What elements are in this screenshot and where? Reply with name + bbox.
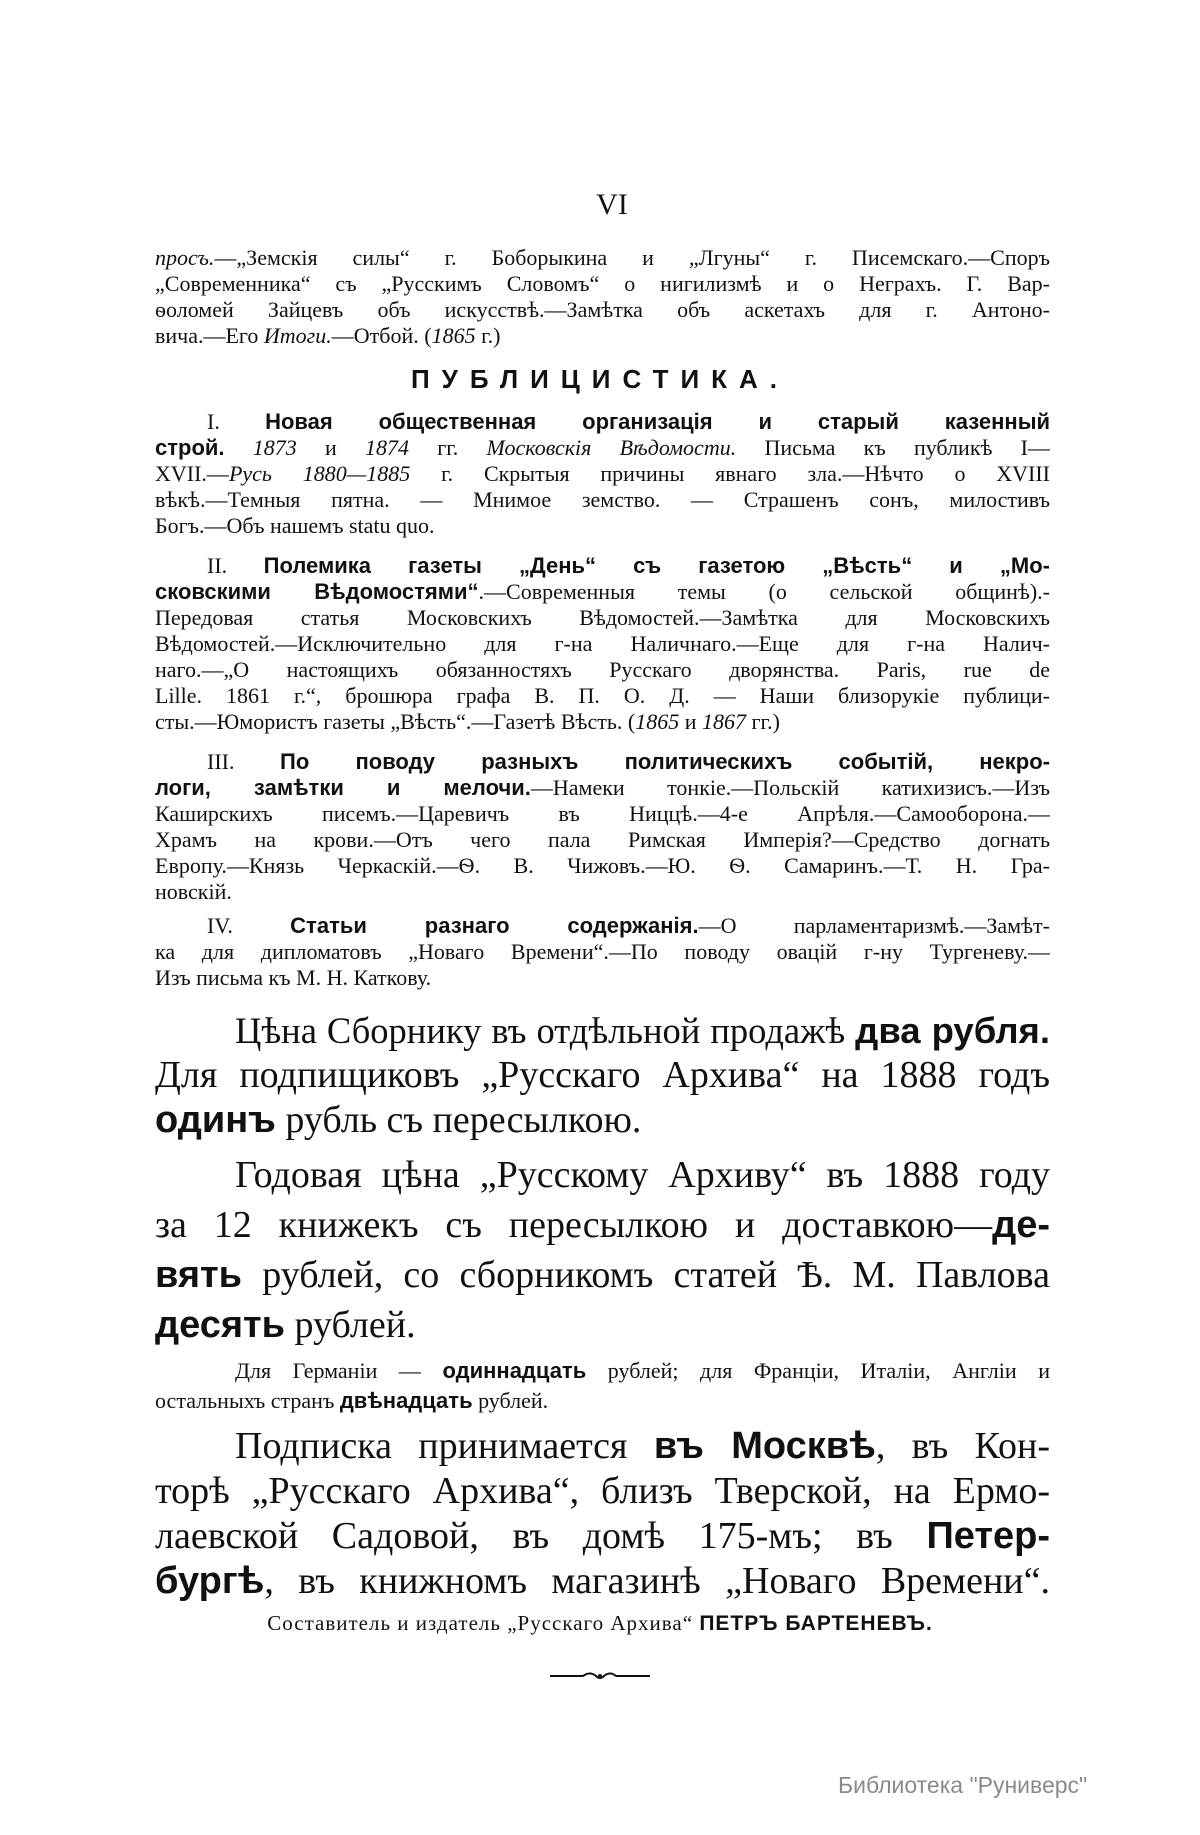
text-segment: новскій. [155, 879, 232, 904]
italic-text: Русь 1880—1885 [228, 461, 411, 486]
text-line [155, 631, 1050, 657]
bold-text: въ Москвѣ [653, 1425, 876, 1467]
bold-text: Статьи разнаго содержанія. [290, 913, 699, 938]
text-segment: Цѣна Сборнику въ отдѣльной продажѣ [235, 1010, 856, 1051]
text-segment: —Отбой. ( [331, 323, 432, 348]
italic-text: просъ. [155, 245, 215, 270]
text-segment: гг. [408, 435, 487, 460]
bold-text: двѣнадцать [339, 1388, 473, 1413]
bold-text: десять [155, 1304, 286, 1346]
text-segment: вѣкѣ.—Темныя пятна. — Мнимое земство. — Страшенъ сонъ, милостивъ [155, 487, 1050, 512]
text-segment: Вѣдомостей.—Исключительно для г-на Наличнаго.—Еще для г-на Налич- [155, 631, 1050, 656]
bold-text: сковскими Вѣдомостями“ [155, 579, 479, 604]
text-segment: ѳоломей Зайцевъ объ искусствѣ.—Замѣтка объ аскетахъ для г. Антоно- [155, 297, 1050, 322]
text-segment: и [296, 435, 365, 460]
text-segment: рубль съ пересылкою. [275, 1099, 642, 1141]
text-segment: Письма къ публикѣ I— [736, 435, 1050, 460]
text-segment: Для подпищиковъ „Русскаго Архива“ на 1888 годъ [155, 1054, 1050, 1096]
italic-text: 1873 [252, 435, 297, 460]
bold-text: Полемика газеты „День“ съ газетою „Вѣсть“ и „Мо- [263, 553, 1050, 578]
bold-text: строй. [155, 435, 225, 460]
text-line [155, 827, 1050, 853]
text-line [155, 461, 1050, 487]
text-segment: вича.—Его [155, 323, 264, 348]
text-segment: —О парламентаризмѣ.—Замѣт- [698, 913, 1050, 938]
text-line [155, 853, 1050, 879]
text-segment: Подписка принимается [235, 1425, 654, 1467]
italic-text: Итоги. [263, 323, 332, 348]
text-segment: Европу.—Князь Черкаскій.—Ѳ. В. Чижовъ.—Ю. Ѳ. Самаринъ.—Т. Н. Гра- [155, 853, 1050, 878]
text-line [155, 1559, 1050, 1604]
text-line [155, 1098, 1050, 1143]
text-line [155, 1424, 1050, 1469]
section-1-paragraph [155, 409, 1050, 539]
text-segment: Храмъ на крови.—Отъ чего пала Римская Имперія?—Средство догнать [155, 827, 1050, 852]
section-3-paragraph [155, 749, 1050, 905]
text-segment: гг.) [746, 709, 780, 734]
text-segment: Lille. 1861 г.“, брошюра графа В. П. О. Д. — Наши близорукіе публици- [155, 683, 1050, 708]
section-4-paragraph [155, 913, 1050, 991]
text-segment: ка для дипломатовъ „Новаго Времени“.—По поводу овацій г-ну Тургеневу.— [155, 939, 1050, 964]
text-line [155, 553, 1050, 579]
bold-text: логи, замѣтки и мелочи. [155, 775, 531, 800]
composer-line [0, 1610, 1200, 1637]
text-line [155, 579, 1050, 605]
text-segment: рублей. [472, 1388, 549, 1413]
text-line [155, 965, 1050, 991]
text-segment: —Намеки тонкіе.—Польскій катихизисъ.—Изъ [530, 775, 1050, 800]
section-2-paragraph [155, 553, 1050, 735]
text-line [155, 1514, 1050, 1559]
text-line [155, 513, 1050, 539]
bold-text: де- [992, 1204, 1050, 1246]
text-segment: остальныхъ странъ [155, 1388, 340, 1413]
bold-text: два рубля. [855, 1010, 1050, 1051]
bold-text: По поводу разныхъ политическихъ событій, некро- [280, 749, 1050, 774]
text-segment: г.) [475, 323, 501, 348]
text-line [155, 939, 1050, 965]
text-segment: „Современника“ съ „Русскимъ Словомъ“ о нигилизмѣ и о Неграхъ. Г. Вар- [155, 271, 1050, 296]
text-segment: рублей, со сборникомъ статей Ѣ. М. Павлова [242, 1254, 1050, 1296]
italic-text: 1865 [431, 323, 476, 348]
text-segment: за 12 книжекъ съ пересылкою и доставкою— [155, 1204, 993, 1246]
text-line [155, 605, 1050, 631]
text-segment: XVII.— [155, 461, 229, 486]
text-line [155, 1008, 1050, 1053]
italic-text: 1874 [364, 435, 409, 460]
text-segment: IV. [207, 913, 291, 938]
text-line [155, 1469, 1050, 1514]
text-line [155, 1356, 1050, 1386]
text-line [155, 323, 1050, 349]
italic-text: 1867 [702, 709, 747, 734]
price-paragraph [155, 1008, 1050, 1143]
text-segment: I. [207, 409, 266, 434]
text-segment: , въ Кон- [875, 1425, 1050, 1467]
bold-text: Новая общественная организація и старый казенный [265, 409, 1050, 434]
bold-text: одинъ [155, 1099, 276, 1141]
ornament-divider [548, 1668, 652, 1684]
text-line [155, 1200, 1050, 1250]
continuation-paragraph [155, 245, 1050, 349]
text-line [155, 657, 1050, 683]
text-line [155, 1250, 1050, 1300]
text-segment: Для Германіи — [235, 1358, 443, 1383]
page-number: VI [596, 188, 628, 221]
text-line [155, 1053, 1050, 1098]
text-segment: Каширскихъ писемъ.—Царевичъ въ Ниццѣ.—4-е Апрѣля.—Самооборона.— [155, 801, 1050, 826]
text-segment: и [679, 709, 703, 734]
text-segment: Богъ.—Объ нашемъ statu quo. [155, 513, 435, 538]
italic-text: 1865 [635, 709, 680, 734]
section-heading: ПУБЛИЦИСТИКА. [410, 364, 790, 394]
text-line [155, 913, 1050, 939]
text-segment: наго.—„О настоящихъ обязанностяхъ Русскаго дворянства. Paris, rue de [155, 657, 1050, 682]
text-segment: рублей; для Франціи, Италіи, Англіи и [586, 1358, 1050, 1383]
text-line [155, 749, 1050, 775]
text-line [155, 1150, 1050, 1200]
text-line [155, 487, 1050, 513]
text-line [155, 879, 1050, 905]
bold-text: бургѣ [155, 1560, 265, 1602]
text-segment: II. [207, 553, 264, 578]
text-segment: сты.—Юмористъ газеты „Вѣсть“.—Газетѣ Вѣсть. ( [155, 709, 636, 734]
text-line [155, 801, 1050, 827]
bold-text: одиннадцать [442, 1358, 587, 1383]
text-line [155, 775, 1050, 801]
library-watermark: Библиотека "Руниверс" [838, 1772, 1088, 1798]
italic-text: Московскія Вѣдомости. [486, 435, 737, 460]
annual-price-paragraph [155, 1150, 1050, 1350]
text-segment: —„Земскія силы“ г. Боборыкина и „Лгуны“ г. Писемскаго.—Споръ [214, 245, 1050, 270]
foreign-price-paragraph [155, 1356, 1050, 1416]
text-segment: торѣ „Русскаго Архива“, близъ Тверской, на Ермо- [155, 1470, 1050, 1512]
bold-text: вять [155, 1254, 243, 1296]
text-segment: Изъ письма къ М. Н. Каткову. [155, 965, 432, 990]
text-line [155, 1300, 1050, 1350]
text-segment: г. Скрытыя причины явнаго зла.—Нѣчто о XVIII [410, 461, 1050, 486]
text-segment [225, 435, 253, 460]
composer-name: ПЕТРЪ БАРТЕНЕВЪ. [699, 1612, 933, 1635]
composer-text: Составитель и издатель „Русскаго Архива“ [267, 1611, 700, 1635]
text-line [155, 1386, 1050, 1416]
text-segment: лаевской Садовой, въ домѣ 175-мъ; въ [155, 1515, 927, 1557]
text-segment: рублей. [285, 1304, 416, 1346]
text-segment: , въ книжномъ магазинѣ „Новаго Времени“. [264, 1560, 1050, 1602]
text-segment: III. [207, 749, 281, 774]
text-line [155, 435, 1050, 461]
subscription-paragraph [155, 1424, 1050, 1604]
bold-text: Петер- [926, 1515, 1050, 1557]
text-segment: Годовая цѣна „Русскому Архиву“ въ 1888 году [235, 1154, 1050, 1196]
text-segment: .—Современныя темы (о сельской общинѣ).- [478, 579, 1050, 604]
text-line [155, 683, 1050, 709]
text-segment: Передовая статья Московскихъ Вѣдомостей.—Замѣтка для Московскихъ [155, 605, 1050, 630]
text-line [155, 297, 1050, 323]
text-line [155, 709, 1050, 735]
text-line [155, 409, 1050, 435]
text-line [155, 245, 1050, 271]
text-line [155, 271, 1050, 297]
